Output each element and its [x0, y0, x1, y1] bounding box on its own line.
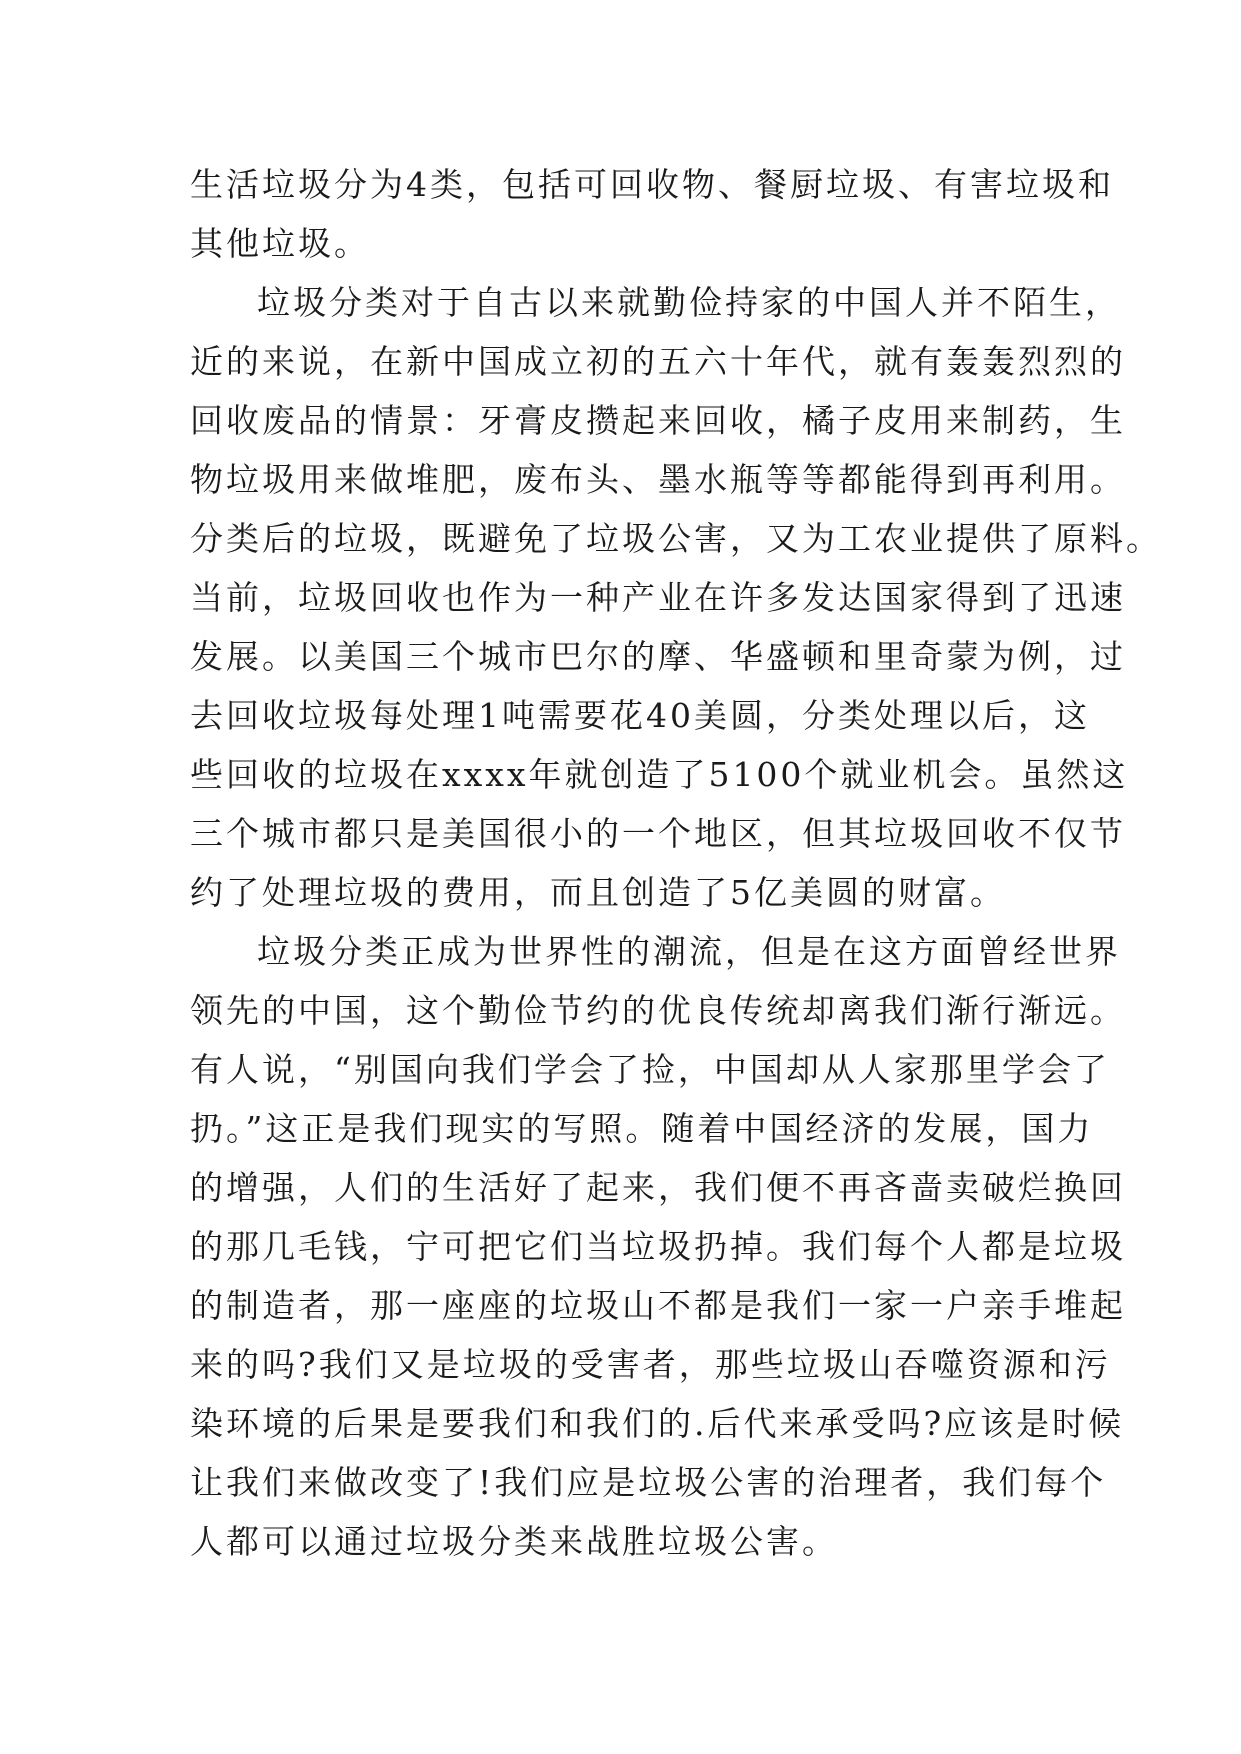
text-line: 当前，垃圾回收也作为一种产业在许多发达国家得到了迅速: [190, 578, 1126, 617]
text-line: 些回收的垃圾在xxxx年就创造了5100个就业机会。虽然这: [190, 755, 1129, 794]
text-line: 扔。”这正是我们现实的写照。随着中国经济的发展，国力: [190, 1109, 1094, 1148]
text-line: 生活垃圾分为4类，包括可回收物、餐厨垃圾、有害垃圾和: [190, 165, 1114, 204]
text-line: 有人说，“别国向我们学会了捡，中国却从人家那里学会了: [190, 1050, 1110, 1089]
paragraph-first-line: 垃圾分类正成为世界性的潮流，但是在这方面曾经世界: [257, 932, 1121, 971]
text-line: 近的来说，在新中国成立初的五六十年代，就有轰轰烈烈的: [190, 342, 1126, 381]
text-line: 让我们来做改变了!我们应是垃圾公害的治理者，我们每个: [190, 1463, 1107, 1502]
text-line: 来的吗?我们又是垃圾的受害者，那些垃圾山吞噬资源和污: [190, 1345, 1111, 1384]
text-line: 去回收垃圾每处理1吨需要花40美圆，分类处理以后，这: [190, 696, 1090, 735]
text-line: 人都可以通过垃圾分类来战胜垃圾公害。: [190, 1522, 838, 1561]
text-line: 的制造者，那一座座的垃圾山不都是我们一家一户亲手堆起: [190, 1286, 1126, 1325]
text-line: 发展。以美国三个城市巴尔的摩、华盛顿和里奇蒙为例，过: [190, 637, 1126, 676]
text-line: 的那几毛钱，宁可把它们当垃圾扔掉。我们每个人都是垃圾: [190, 1227, 1126, 1266]
text-line: 约了处理垃圾的费用，而且创造了5亿美圆的财富。: [190, 873, 1006, 912]
text-line: 其他垃圾。: [190, 224, 370, 263]
text-line: 染环境的后果是要我们和我们的.后代来承受吗?应该是时候: [190, 1404, 1125, 1443]
text-line: 的增强，人们的生活好了起来，我们便不再吝啬卖破烂换回: [190, 1168, 1126, 1207]
text-line: 领先的中国，这个勤俭节约的优良传统却离我们渐行渐远。: [190, 991, 1126, 1030]
text-line: 回收废品的情景：牙膏皮攒起来回收，橘子皮用来制药，生: [190, 401, 1126, 440]
text-line: 物垃圾用来做堆肥，废布头、墨水瓶等等都能得到再利用。: [190, 460, 1126, 499]
text-line: 分类后的垃圾，既避免了垃圾公害，又为工农业提供了原料。: [190, 519, 1162, 558]
paragraph-first-line: 垃圾分类对于自古以来就勤俭持家的中国人并不陌生，: [257, 283, 1121, 322]
text-line: 三个城市都只是美国很小的一个地区，但其垃圾回收不仅节: [190, 814, 1126, 853]
body-text: [190, 155, 1162, 1571]
